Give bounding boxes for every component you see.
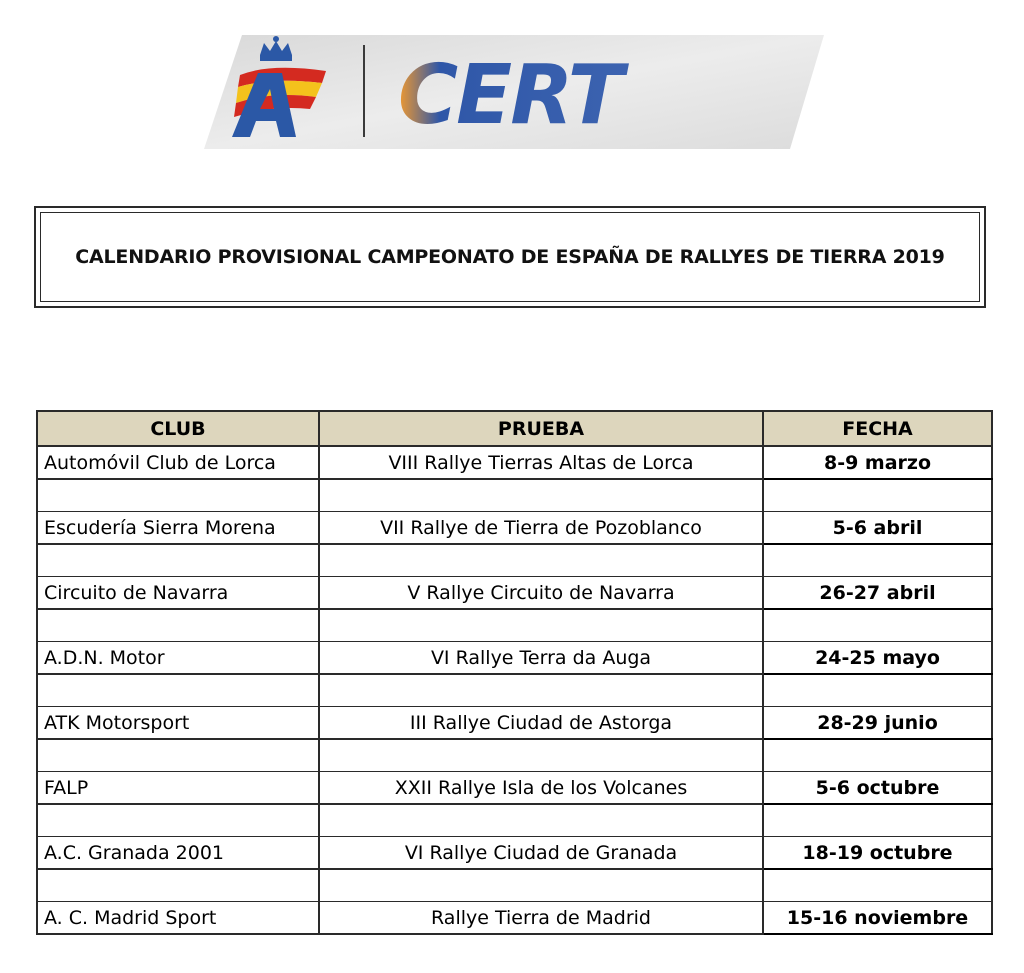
club-cell: A. C. Madrid Sport <box>37 902 319 935</box>
table-row <box>37 772 992 805</box>
club-cell: A.C. Granada 2001 <box>37 837 319 870</box>
spacer-row <box>37 869 992 902</box>
fecha-cell: 18-19 octubre <box>763 837 992 870</box>
club-cell: Automóvil Club de Lorca <box>37 446 319 479</box>
table-row <box>37 512 992 545</box>
fecha-cell: 5-6 abril <box>763 512 992 545</box>
prueba-cell: XXII Rallye Isla de los Volcanes <box>319 772 763 805</box>
prueba-cell: V Rallye Circuito de Navarra <box>319 577 763 610</box>
table-row <box>37 446 992 479</box>
header-club: CLUB <box>37 411 319 446</box>
club-cell: A.D.N. Motor <box>37 642 319 675</box>
spacer-row <box>37 674 992 707</box>
header-fecha: FECHA <box>763 411 992 446</box>
fecha-cell: 28-29 junio <box>763 707 992 740</box>
fecha-cell: 26-27 abril <box>763 577 992 610</box>
table-row <box>37 577 992 610</box>
fecha-cell: 24-25 mayo <box>763 642 992 675</box>
table-row <box>37 902 992 935</box>
prueba-cell: VI Rallye Ciudad de Granada <box>319 837 763 870</box>
spacer-row <box>37 804 992 837</box>
spacer-row <box>37 479 992 512</box>
fecha-cell: 15-16 noviembre <box>763 902 992 935</box>
table-row <box>37 642 992 675</box>
club-cell: Circuito de Navarra <box>37 577 319 610</box>
fecha-cell: 5-6 octubre <box>763 772 992 805</box>
cert-logo <box>200 33 828 151</box>
title-box-inner <box>40 212 980 302</box>
fecha-cell: 8-9 marzo <box>763 446 992 479</box>
table-row <box>37 837 992 870</box>
logo-banner <box>200 33 828 151</box>
calendar-table <box>36 410 993 935</box>
spacer-row <box>37 739 992 772</box>
page-title: CALENDARIO PROVISIONAL CAMPEONATO DE ESPAÑA DE RALLYES DE TIERRA 2019 <box>75 246 945 268</box>
spacer-row <box>37 609 992 642</box>
prueba-cell: VI Rallye Terra da Auga <box>319 642 763 675</box>
cert-wordmark: CERT <box>398 48 622 143</box>
prueba-cell: III Rallye Ciudad de Astorga <box>319 707 763 740</box>
spacer-row <box>37 544 992 577</box>
header-prueba: PRUEBA <box>319 411 763 446</box>
prueba-cell: VII Rallye de Tierra de Pozoblanco <box>319 512 763 545</box>
prueba-cell: Rallye Tierra de Madrid <box>319 902 763 935</box>
club-cell: Escudería Sierra Morena <box>37 512 319 545</box>
table-header-row <box>37 411 992 446</box>
table-row <box>37 707 992 740</box>
club-cell: FALP <box>37 772 319 805</box>
title-box <box>34 206 986 308</box>
prueba-cell: VIII Rallye Tierras Altas de Lorca <box>319 446 763 479</box>
club-cell: ATK Motorsport <box>37 707 319 740</box>
